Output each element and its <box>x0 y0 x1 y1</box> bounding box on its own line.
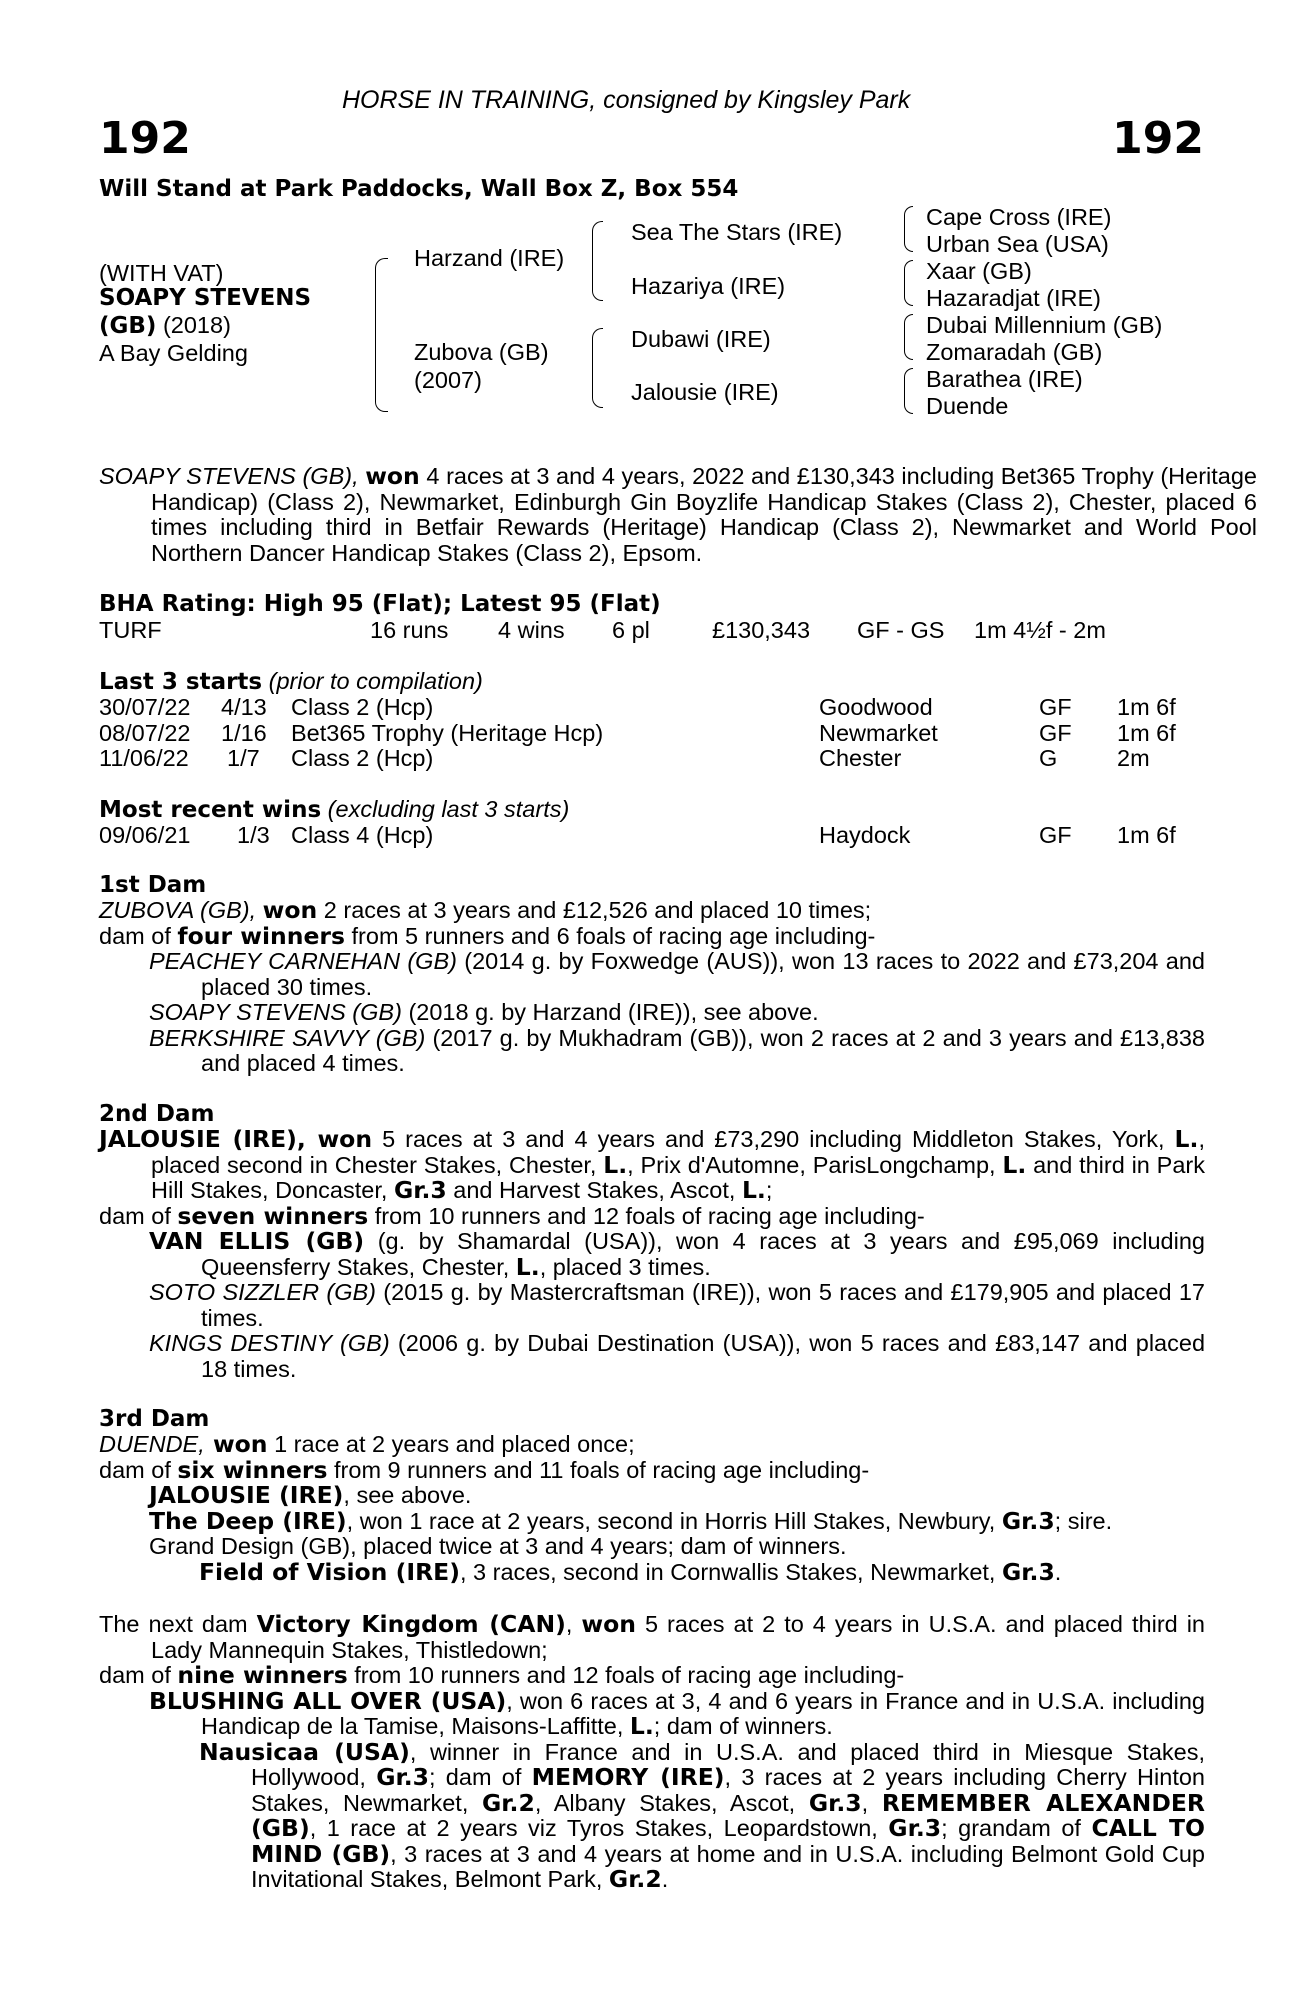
group-label: Gr.3 <box>1001 1557 1055 1586</box>
pedigree-dam: Zubova (GB) <box>414 339 549 365</box>
start-position: 4/13 <box>221 694 267 720</box>
runners-text: from 9 runners and 11 foals of racing age including- <box>327 1456 870 1483</box>
pedigree-ssd: Urban Sea (USA) <box>926 231 1109 257</box>
dam-name: JALOUSIE (IRE), <box>99 1125 306 1153</box>
start-race: Bet365 Trophy (Heritage Hcp) <box>291 719 604 746</box>
pedigree-sire-sire: Sea The Stars (IRE) <box>631 219 843 245</box>
progeny-record: , Albany Stakes, Ascot, <box>534 1789 809 1816</box>
table-row <box>99 822 1205 848</box>
pedigree-sds: Xaar (GB) <box>926 258 1032 284</box>
progeny-record: , <box>861 1789 882 1816</box>
brace-dd <box>904 368 913 414</box>
progeny-record: (2006 g. by Dubai Destination (USA)), won 5 races and £83,147 and placed 18 times. <box>201 1330 1206 1382</box>
start-going: GF <box>1039 719 1072 746</box>
progeny-item <box>99 1229 1205 1280</box>
progeny-name: SOAPY STEVENS (GB) <box>149 999 402 1025</box>
dam-record: ; <box>765 1177 773 1203</box>
brace-ss <box>904 206 913 252</box>
second-dam-heading: 2nd Dam <box>99 1101 215 1127</box>
win-date: 09/06/21 <box>99 822 191 848</box>
start-distance: 1m 6f <box>1117 694 1176 720</box>
brace-main <box>375 258 388 412</box>
third-dam-heading: 3rd Dam <box>99 1406 210 1432</box>
start-date: 08/07/22 <box>99 719 191 746</box>
pedigree-dam-year: (2007) <box>414 367 482 393</box>
progeny-record: (g. by Shamardal (USA)), won 4 races at 3 years and £95,069 including Queensferry Stakes, Chester, <box>201 1228 1205 1280</box>
pedigree-dam-sire: Dubawi (IRE) <box>631 326 771 352</box>
start-course: Newmarket <box>819 719 938 746</box>
turf-wins: 4 wins <box>498 617 565 643</box>
dam-record: , Prix d'Automne, ParisLongchamp, <box>627 1151 1003 1178</box>
dam-of-label: dam of <box>99 922 178 949</box>
next-dam-line2 <box>99 1663 1205 1689</box>
race-summary <box>99 464 1257 566</box>
horse-country: (GB) <box>99 313 157 339</box>
progeny-name: The Deep (IRE) <box>149 1506 347 1535</box>
group-label: Gr.3 <box>376 1763 430 1791</box>
start-date: 30/07/22 <box>99 694 191 720</box>
turf-earnings: £130,343 <box>712 617 811 643</box>
group-label: Gr.3 <box>888 1814 942 1842</box>
winners-count: six winners <box>177 1455 328 1484</box>
second-dam-section <box>99 1127 1205 1382</box>
listed-label: L. <box>515 1252 540 1281</box>
next-dam-line1 <box>99 1612 1205 1663</box>
start-position: 1/16 <box>221 719 267 746</box>
group-label: Gr.3 <box>393 1176 447 1204</box>
dam-of-label: dam of <box>99 1456 178 1483</box>
progeny-item <box>99 1483 1205 1509</box>
progeny-record: ; grandam of <box>941 1815 1092 1841</box>
most-recent-wins-table <box>99 822 1205 848</box>
horse-name: SOAPY STEVENS <box>99 285 312 311</box>
progeny-name: KINGS DESTINY (GB) <box>149 1330 390 1356</box>
group-label: Gr.2 <box>482 1788 535 1817</box>
first-dam-heading: 1st Dam <box>99 872 207 898</box>
start-course: Chester <box>819 745 902 771</box>
dam-name: Victory Kingdom (CAN) <box>256 1610 566 1638</box>
start-going: GF <box>1039 694 1072 720</box>
vat-label: (WITH VAT) <box>99 260 224 286</box>
consignment-line: HORSE IN TRAINING, consigned by Kingsley Park <box>342 86 911 114</box>
progeny-record: . <box>661 1866 669 1892</box>
summary-name: SOAPY STEVENS (GB), <box>99 463 359 489</box>
runners-text: from 10 runners and 12 foals of racing age including- <box>347 1662 905 1688</box>
progeny-name: VAN ELLIS (GB) <box>149 1227 365 1255</box>
progeny-name: Field of Vision (IRE) <box>199 1557 460 1586</box>
first-dam-line2 <box>99 921 1205 950</box>
win-course: Haydock <box>819 822 911 848</box>
progeny-name: PEACHEY CARNEHAN (GB) <box>149 948 457 974</box>
won-label: won <box>581 1610 636 1638</box>
runners-text: from 5 runners and 6 foals of racing age including- <box>345 922 876 949</box>
turf-distance: 1m 4½f - 2m <box>974 617 1106 643</box>
pedigree-sss: Cape Cross (IRE) <box>926 204 1112 230</box>
listed-label: L. <box>1002 1150 1027 1179</box>
progeny-record: (2018 g. by Harzand (IRE)), see above. <box>401 999 819 1025</box>
brace-sire <box>592 221 603 301</box>
win-going: GF <box>1039 822 1072 848</box>
win-position: 1/3 <box>237 822 270 848</box>
table-row <box>99 694 1205 720</box>
progeny-record: , see above. <box>343 1482 472 1508</box>
progeny-record: , placed 3 times. <box>539 1253 711 1280</box>
winners-count: four winners <box>177 921 345 950</box>
dam-name: ZUBOVA (GB), <box>99 897 257 923</box>
progeny-record: , won 6 races at 3, 4 and 6 years in France and in U.S.A. including Handicap de la Tamise, Maisons-Laffitte, <box>201 1687 1205 1739</box>
start-course: Goodwood <box>819 694 933 720</box>
pedigree-dsd: Zomaradah (GB) <box>926 339 1103 365</box>
table-row <box>99 745 1205 771</box>
progeny-item <box>99 949 1205 1000</box>
listed-label: L. <box>629 1712 654 1740</box>
start-position: 1/7 <box>227 745 260 771</box>
progeny-record: (2014 g. by Foxwedge (AUS)), won 13 races to 2022 and £73,204 and placed 30 times. <box>201 948 1205 1000</box>
pedigree-dss: Dubai Millennium (GB) <box>926 312 1163 338</box>
next-dam-label: The next dam <box>99 1611 257 1637</box>
bha-rating-heading: BHA Rating: High 95 (Flat); Latest 95 (Flat) <box>99 591 661 617</box>
progeny-record: ; sire. <box>1054 1507 1113 1534</box>
first-dam-line1 <box>99 898 1205 924</box>
winners-count: nine winners <box>177 1661 348 1689</box>
stand-location: Will Stand at Park Paddocks, Wall Box Z, Box 554 <box>99 176 739 202</box>
dam-record: and third in Park Hill Stakes, Doncaster, <box>151 1151 1205 1203</box>
won-label: won <box>262 896 318 924</box>
progeny-item <box>99 1280 1205 1331</box>
dam-record: 5 races at 2 to 4 years in U.S.A. and placed third in Lady Mannequin Stakes, Thistledown; <box>151 1611 1206 1663</box>
progeny-item <box>99 1026 1205 1077</box>
third-dam-line2 <box>99 1455 1205 1484</box>
progeny-record: (2015 g. by Mastercraftsman (IRE)), won 5 races and £179,905 and placed 17 times. <box>201 1279 1206 1331</box>
recent-title: Most recent wins <box>99 797 322 823</box>
progeny-item <box>99 1534 1205 1560</box>
dam-record: 2 races at 3 years and £12,526 and placed 10 times; <box>317 897 872 923</box>
progeny-name: MEMORY (IRE) <box>531 1763 725 1791</box>
progeny-record: ; dam of <box>429 1764 532 1790</box>
progeny-name: BLUSHING ALL OVER (USA) <box>149 1686 507 1715</box>
listed-label: L. <box>1174 1125 1199 1153</box>
listed-label: L. <box>741 1176 766 1204</box>
start-going: G <box>1039 745 1058 771</box>
progeny-record: , 3 races at 2 years including Cherry Hinton Stakes, Newmarket, <box>251 1764 1205 1816</box>
last3-title: Last 3 starts <box>99 669 263 695</box>
progeny-record: , 3 races, second in Cornwallis Stakes, Newmarket, <box>459 1558 1002 1585</box>
brace-dam <box>592 328 603 408</box>
start-distance: 2m <box>1117 745 1150 771</box>
progeny-name: JALOUSIE (IRE) <box>149 1481 344 1509</box>
start-race: Class 2 (Hcp) <box>291 694 434 720</box>
turf-placed: 6 pl <box>612 617 650 643</box>
dam-record: , placed second in Chester Stakes, Chester, <box>151 1126 1205 1178</box>
grand-progeny-item <box>99 1557 1205 1586</box>
horse-description: A Bay Gelding <box>99 340 248 366</box>
progeny-name: CALL TO MIND (GB) <box>251 1814 1205 1868</box>
winners-count: seven winners <box>177 1201 369 1230</box>
third-dam-section <box>99 1432 1205 1585</box>
win-distance: 1m 6f <box>1117 822 1176 848</box>
turf-runs: 16 runs <box>370 617 449 643</box>
dam-of-label: dam of <box>99 1202 178 1229</box>
dam-record: and Harvest Stakes, Ascot, <box>446 1177 742 1203</box>
turf-surface: TURF <box>99 617 162 643</box>
horse-year: (2018) <box>162 312 231 338</box>
progeny-name: Nausicaa (USA) <box>199 1737 410 1766</box>
grand-progeny-item <box>99 1737 1205 1893</box>
pedigree-dam-dam: Jalousie (IRE) <box>631 379 779 405</box>
lot-number-right: 192 <box>1112 113 1204 164</box>
dam-record: 5 races at 3 and 4 years and £73,290 including Middleton Stakes, York, <box>372 1126 1175 1152</box>
progeny-record: , 3 races at 3 and 4 years at home and in U.S.A. including Belmont Gold Cup Invitational Stakes, Belmont Park, <box>251 1840 1205 1892</box>
most-recent-wins-heading <box>99 796 569 823</box>
pedigree-sire-dam: Hazariya (IRE) <box>631 273 786 299</box>
progeny-item <box>99 1331 1205 1382</box>
second-dam-line1 <box>99 1127 1205 1204</box>
pedigree-sire: Harzand (IRE) <box>414 245 565 271</box>
win-race: Class 4 (Hcp) <box>291 822 434 848</box>
progeny-record: , 1 race at 2 years viz Tyros Stakes, Leopardstown, <box>309 1815 889 1841</box>
won-label: won <box>305 1125 373 1153</box>
horse-country-year <box>99 312 231 339</box>
dam-record: , <box>565 1611 582 1637</box>
progeny-name: SOTO SIZZLER (GB) <box>149 1279 376 1305</box>
group-label: Gr.3 <box>808 1788 862 1817</box>
start-race: Class 2 (Hcp) <box>291 745 434 771</box>
progeny-record: Grand Design (GB), placed twice at 3 and 4 years; dam of winners. <box>149 1533 847 1559</box>
pedigree-dds: Barathea (IRE) <box>926 366 1083 392</box>
progeny-record: . <box>1054 1558 1062 1585</box>
group-label: Gr.2 <box>608 1865 662 1893</box>
first-dam-section <box>99 898 1205 1077</box>
group-label: Gr.3 <box>1001 1506 1055 1535</box>
recent-note: (excluding last 3 starts) <box>327 796 570 822</box>
progeny-record: (2017 g. by Mukhadram (GB)), won 2 races at 2 and 3 years and £13,838 and placed 4 times. <box>201 1024 1205 1076</box>
progeny-item <box>99 1506 1205 1535</box>
summary-text: 4 races at 3 and 4 years, 2022 and £130,343 including Bet365 Trophy (Heritage Handicap) (Class 2), Newmarket, Edinburgh Gin Boyzlife Handicap Stakes (Class 2), Chester, placed 6 times including third in Betfair Rewards (Heritage) Handicap (Class 2), Newmarket and World Pool Northern Dancer Handicap Stakes (Class 2), Epsom. <box>151 463 1257 566</box>
progeny-name: BERKSHIRE SAVVY (GB) <box>149 1024 426 1051</box>
summary-won: won <box>365 462 420 490</box>
progeny-item <box>99 1686 1205 1740</box>
won-label: won <box>204 1430 268 1458</box>
dam-of-label: dam of <box>99 1662 178 1688</box>
listed-label: L. <box>603 1150 628 1179</box>
progeny-record: , winner in France and in U.S.A. and placed third in Miesque Stakes, Hollywood, <box>251 1738 1205 1790</box>
start-distance: 1m 6f <box>1117 719 1176 746</box>
brace-ds <box>904 314 913 360</box>
progeny-item <box>99 1000 1205 1026</box>
lot-number-left: 192 <box>99 113 191 164</box>
progeny-record: , won 1 race at 2 years, second in Horris Hill Stakes, Newbury, <box>346 1507 1002 1534</box>
start-date: 11/06/22 <box>99 745 189 771</box>
dam-record: 1 race at 2 years and placed once; <box>267 1431 635 1457</box>
dam-name: DUENDE, <box>99 1431 205 1457</box>
runners-text: from 10 runners and 12 foals of racing age including- <box>368 1202 925 1229</box>
second-dam-line2 <box>99 1201 1205 1230</box>
progeny-record: ; dam of winners. <box>653 1713 833 1739</box>
next-dam-section <box>99 1612 1205 1893</box>
last3-note: (prior to compilation) <box>268 668 483 694</box>
last-3-starts-heading <box>99 668 483 695</box>
progeny-name: REMEMBER ALEXANDER (GB) <box>251 1788 1205 1842</box>
pedigree-ddd: Duende <box>926 393 1009 419</box>
turf-going: GF - GS <box>857 617 945 643</box>
third-dam-line1 <box>99 1432 1205 1458</box>
brace-sd <box>904 260 913 306</box>
pedigree-sdd: Hazaradjat (IRE) <box>926 285 1101 311</box>
table-row <box>99 720 1205 746</box>
last-3-starts-table <box>99 694 1205 771</box>
